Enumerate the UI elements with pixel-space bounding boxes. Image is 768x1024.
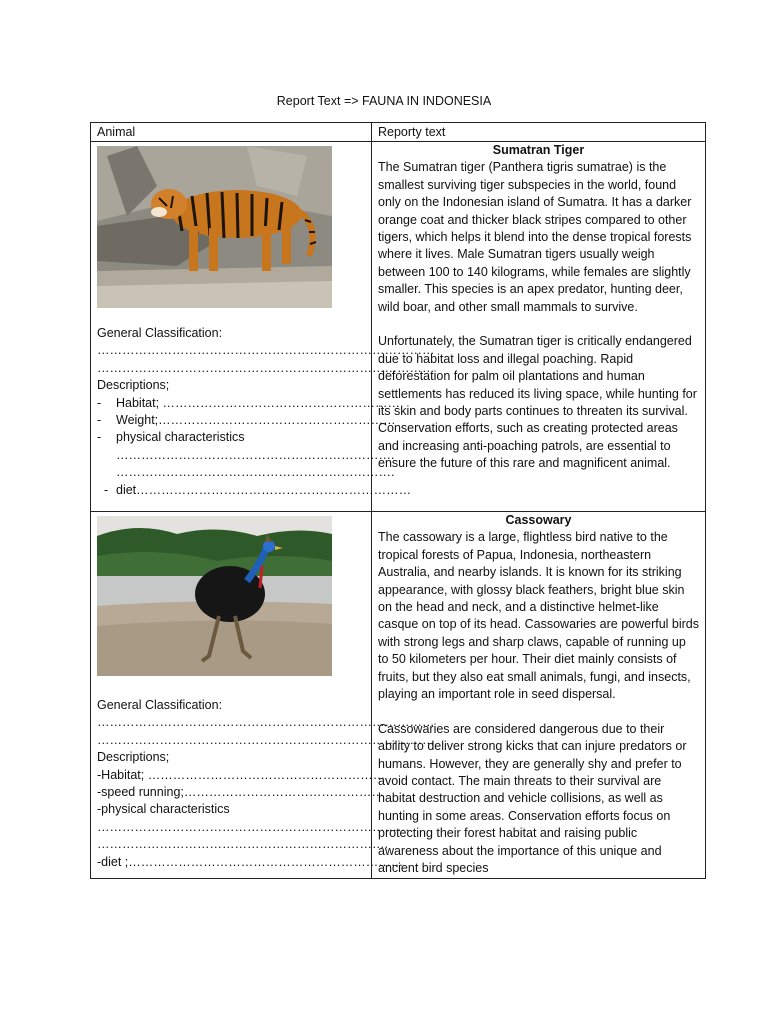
diet-line: -diet ;………………………………………………………… (97, 854, 404, 869)
habitat-line: -Habitat; ………………………………………………… (97, 767, 386, 782)
answer-line: ……………………………………………………………. (97, 837, 388, 852)
cassowary-paragraph-2: Cassowaries are considered dangerous due to their ability to deliver strong kicks that can injure predators or humans. However, they are generally shy and prefer to avoid contact. The main threats to their survival are habitat destruction and vehicle collisions, as well as hunting in some areas. Conservation efforts focus on protecting their forest habitat and raising public awareness about the importance of this unique and ancient bird species (378, 721, 687, 876)
descriptions-label: Descriptions; (97, 378, 170, 393)
classification-label: General Classification: (97, 698, 223, 712)
speed-line: -speed running;………………………………………… (97, 784, 384, 799)
answer-line: …………………………………………………………. (116, 447, 395, 462)
cassowary-heading: Cassowary (505, 513, 572, 527)
cassowary-worksheet (97, 697, 435, 871)
tiger-heading: Sumatran Tiger (492, 143, 585, 157)
answer-line: ……………………………………………………………………… (97, 343, 435, 358)
table-row-cassowary (91, 512, 706, 879)
descriptions-label: Descriptions; (97, 750, 170, 765)
document-title: Report Text => FAUNA IN INDONESIA (276, 94, 492, 108)
answer-line: ……………………………………………………………………… (97, 360, 435, 375)
sumatran-tiger-photo (97, 146, 332, 308)
tiger-paragraph-1: The Sumatran tiger (Panthera tigris sumatrae) is the smallest surviving tiger subspecies in the world, found only on the Indonesian island of Sumatra. It has a darker orange coat and thicker black stripes compared to other tigers, which helps it blend into the dense tropical forests where it lives. Male Sumatran tigers usually weigh between 100 to 140 kilograms, while females are slightly smaller. This species is an apex predator, hunting deer, wild boar, and other small mammals to survive. (378, 160, 692, 314)
habitat-line: - Habitat; ………………………………………………… (97, 395, 401, 410)
cassowary-photo (97, 516, 332, 676)
classification-label: General Classification: (97, 326, 223, 340)
answer-line: ……………………………………………………………………… (97, 715, 435, 730)
physical-characteristics-line: -physical characteristics (97, 802, 230, 817)
answer-line: ………………………………………………………………… (97, 819, 410, 834)
physical-characteristics-line: - physical characteristics (97, 430, 245, 445)
report-column-header: Reporty text (372, 123, 706, 142)
table-header-row (91, 123, 706, 142)
tiger-paragraph-2: Unfortunately, the Sumatran tiger is critically endangered due to habitat loss and illegal poaching. Rapid deforestation for palm oil plantations and human settlements has reduced its living space, while hunting for its skin and body parts continues to threaten its survival. Conservation efforts, such as creating protected areas and increasing anti-poaching patrols, are essential to ensure the future of this rare and magnificent animal. (378, 334, 697, 471)
cassowary-animal-cell (91, 512, 435, 879)
answer-line: ……………………………………………………………………… (97, 732, 435, 747)
diet-line: - diet………………………………………………………… (97, 482, 412, 497)
cassowary-report-cell (372, 512, 706, 879)
tiger-worksheet (97, 325, 435, 499)
answer-line: …………………………………………………………. (116, 465, 395, 480)
cassowary-paragraph-1: The cassowary is a large, flightless bird native to the tropical forests of Papua, Indonesia, northeastern Australia, and nearby islands. It is known for its striking appearance, with glossy black feathers, bright blue skin on the head and neck, and a distinctive helmet-like casque on top of its head. Cassowaries are powerful birds with strong legs and sharp claws, capable of running up to 50 kilometers per hour. Their diet mainly consists of fruits, but they also eat small animals, fungi, and insects, playing an important role in seed dispersal. (378, 530, 700, 702)
weight-line: - Weight;………………………………………………… (97, 412, 396, 427)
table-row-tiger (91, 142, 706, 512)
report-table (90, 122, 706, 879)
animal-column-header: Animal (91, 123, 372, 142)
tiger-report-cell (372, 142, 706, 512)
tiger-animal-cell (91, 142, 435, 512)
